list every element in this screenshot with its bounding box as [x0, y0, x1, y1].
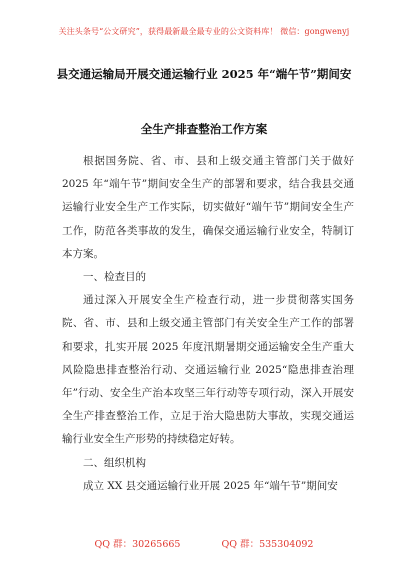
paragraph-purpose: 通过深入开展安全生产检查行动，进一步贯彻落实国务院、省、市、县和上级交通主管部门有关安全生产工作的部署和要求，扎实开展 2025 年度汛期暑期交通运输安全生产重大风险隐患排查整治行动、交通运输行业 2025“隐患排查治理年”行动、安全生产治本攻坚三年行动等专项行动，深入开展安全生产排查整治工作，立足于治大隐患防大事故，实现交通运输行业安全生产形势的持续稳定好转。	[62, 294, 354, 446]
document-title-line-2: 全生产排查整治工作方案	[140, 122, 268, 136]
document-body	[62, 150, 354, 498]
footer-contact	[0, 536, 408, 550]
footer-qq-group-1: QQ 群：30265665	[94, 539, 181, 550]
footer-qq-group-2: QQ 群：535304092	[221, 539, 314, 550]
paragraph-organization: 成立 XX 县交通运输行业开展 2025 年“端午节”期间安	[83, 479, 338, 492]
header-banner: 关注头条号“公文研究”，获得最新最全最专业的公文资料库！ 微信：gongwenyj	[58, 27, 350, 36]
paragraph-intro: 根据国务院、省、市、县和上级交通主管部门关于做好 2025 年“端午节”期间安全生产的部署和要求，结合我县交通运输行业安全生产工作实际，切实做好“端午节”期间安全生产工作，防范各类事故的发生，确保交通运输行业安全，特制订本方案。	[62, 155, 354, 260]
section-heading-purpose: 一、检查目的	[83, 271, 146, 284]
document-title-line-1: 县交通运输局开展交通运输行业 2025 年“端午节”期间安	[56, 67, 352, 81]
section-heading-organization: 二、组织机构	[83, 456, 146, 469]
